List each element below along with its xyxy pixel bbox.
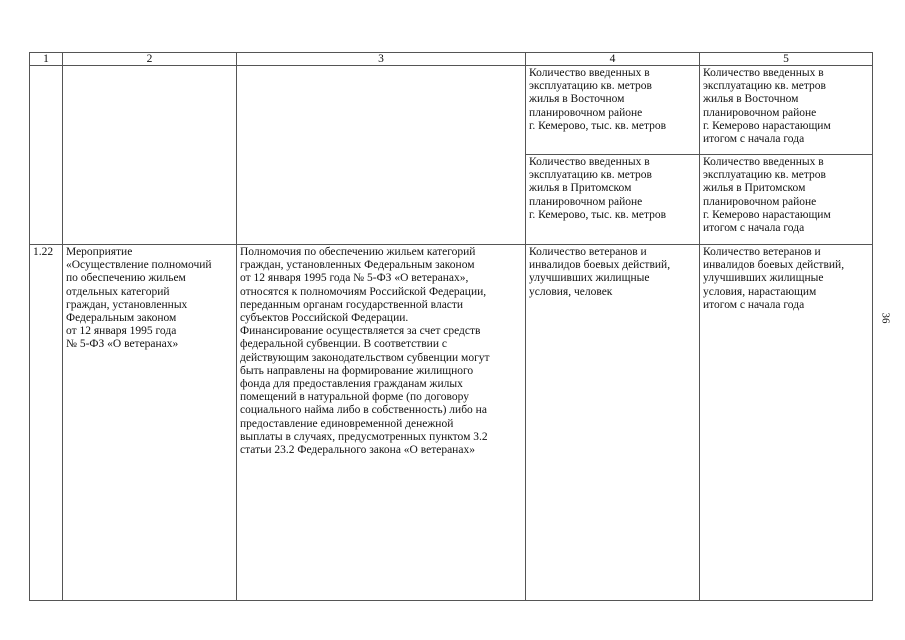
indicator-table (29, 52, 873, 601)
header-cell-2: 2 (63, 53, 237, 66)
row2-description-cell: Полномочия по обеспечению жильем категорий граждан, установленных Федеральным законом от 12 января 1995 года № 5-ФЗ «О ветеранах», относятся к полномочиям Российской Федерации, переданным органам государственной власти субъектов Российской Федерации. Финансирование осуществляется за счет средств федеральной субвенции. В соответствии с действующим законодательством субвенции могут быть направлены на формирование жилищного фонда для предоставления гражданам жилых помещений в натуральной форме (по договору социального найма либо в собственность) либо на предоставление единовременной денежной выплаты в случаях, предусмотренных пунктом 3.2 статьи 23.2 Федерального закона «О ветеранах» (237, 245, 526, 601)
table-row (30, 245, 873, 601)
header-cell-4: 4 (526, 53, 700, 66)
page-number: 36 (879, 312, 892, 324)
row1-number-cell (30, 66, 63, 245)
row1-indicator-pritomsky: Количество введенных в эксплуатацию кв. метров жилья в Притомском планировочном районе г. Кемерово, тыс. кв. метров (526, 155, 700, 245)
row2-number-cell: 1.22 (30, 245, 63, 601)
header-cell-5: 5 (700, 53, 873, 66)
row1-indicator-east-cumulative: Количество введенных в эксплуатацию кв. метров жилья в Восточном планировочном районе г. Кемерово нарастающим итогом с начала года (700, 66, 873, 155)
row2-indicator-cumulative-cell: Количество ветеранов и инвалидов боевых действий, улучшивших жилищные условия, нарастающим итогом с начала года (700, 245, 873, 601)
row1-activity-cell (63, 66, 237, 245)
row2-activity-cell: Мероприятие «Осуществление полномочий по обеспечению жильем отдельных категорий граждан, установленных Федеральным законом от 12 января 1995 года № 5-ФЗ «О ветеранах» (63, 245, 237, 601)
table-row (30, 66, 873, 155)
header-cell-3: 3 (237, 53, 526, 66)
row1-indicator-east: Количество введенных в эксплуатацию кв. метров жилья в Восточном планировочном районе г. Кемерово, тыс. кв. метров (526, 66, 700, 155)
row2-indicator-cell: Количество ветеранов и инвалидов боевых действий, улучшивших жилищные условия, человек (526, 245, 700, 601)
row1-indicator-pritomsky-cumulative: Количество введенных в эксплуатацию кв. метров жилья в Притомском планировочном районе г. Кемерово нарастающим итогом с начала года (700, 155, 873, 245)
row1-description-cell (237, 66, 526, 245)
header-cell-1: 1 (30, 53, 63, 66)
table-header-row (30, 53, 873, 66)
